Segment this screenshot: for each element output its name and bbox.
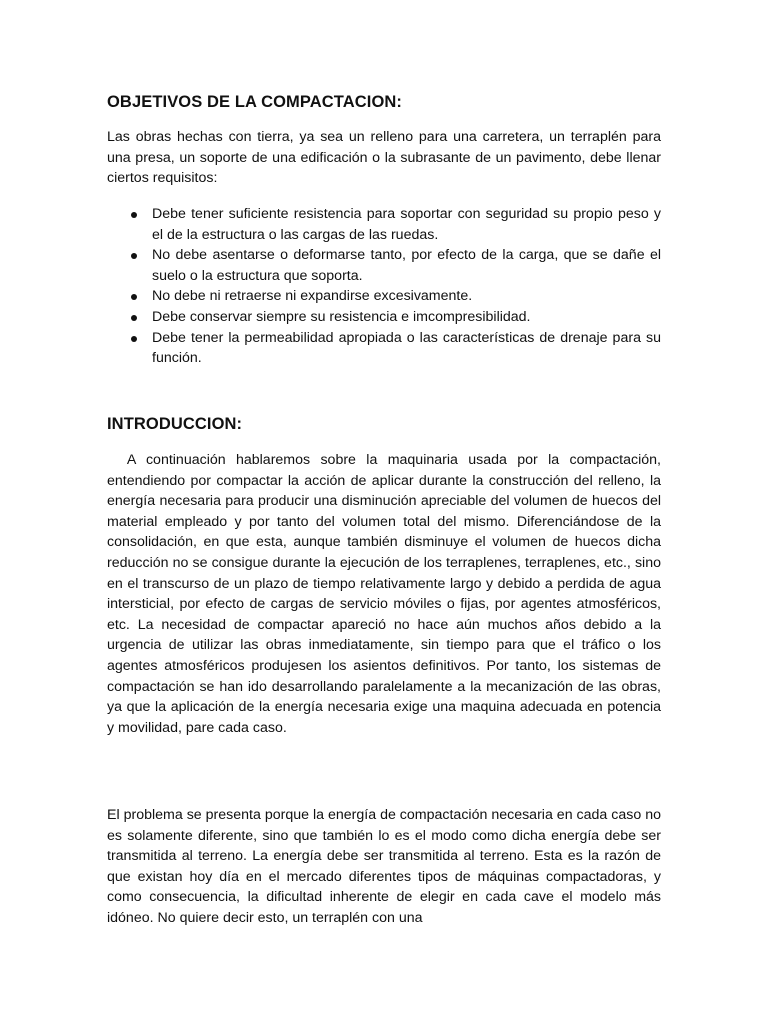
introduccion-paragraph-2: El problema se presenta porque la energía de compactación necesaria en cada caso no es solamente diferente, sino que también lo es el modo como dicha energía debe ser transmitida al terreno. La energía debe ser transmitida al terreno. Esta es la razón de que existan hoy día en el mercado diferentes tipos de máquinas compactadoras, y como consecuencia, la dificultad inherente de elegir en cada cave el modelo más idóneo. No quiere decir esto, un terraplén con una xyxy=(107,807,661,926)
list-item xyxy=(107,307,661,328)
list-item xyxy=(107,328,661,369)
bullet-dot-icon xyxy=(131,212,137,218)
objetivos-intro-paragraph: Las obras hechas con tierra, ya sea un relleno para una carretera, un terraplén para una presa, un soporte de una edificación o la subrasante de un pavimento, debe llenar ciertos requisitos: xyxy=(107,129,661,187)
list-item-text: Debe tener la permeabilidad apropiada o las características de drenaje para su función. xyxy=(152,329,661,367)
list-item xyxy=(107,245,661,286)
list-item-text: Debe conservar siempre su resistencia e imcompresibilidad. xyxy=(152,308,531,325)
list-item-text: No debe asentarse o deformarse tanto, por efecto de la carga, que se dañe el suelo o la estructura que soporta. xyxy=(152,247,661,284)
bullet-dot-icon xyxy=(131,315,137,321)
bullet-dot-icon xyxy=(131,294,137,300)
list-item xyxy=(107,204,661,245)
section-heading-introduccion: INTRODUCCION: xyxy=(107,415,243,433)
introduccion-paragraph-1: A continuación hablaremos sobre la maquinaria usada por la compactación, entendiendo por compactar la acción de aplicar durante la construcción del relleno, la energía necesaria para producir una disminución apreciable del volumen de huecos del material empleado y por tanto del volumen total del mismo. Diferenciándose de la consolidación, en que esta, aunque también disminuye el volumen de huecos dicha reducción no se consigue durante la ejecución de los terraplenes, terraplenes, etc., sino en el transcurso de un plazo de tiempo relativamente largo y debido a perdida de agua intersticial, por efecto de cargas de servicio móviles o fijas, por agentes atmosféricos, etc. La necesidad de compactar apareció no hace aún muchos años debido a la urgencia de utilizar las obras inmediatamente, sin tiempo para que el tráfico o los agentes atmosféricos produjesen los asientos definitivos. Por tanto, los sistemas de compactación se han ido desarrollando paralelamente a la mecanización de las obras, ya que la aplicación de la energía necesaria exige una maquina adecuada en potencia y movilidad, pare cada caso. xyxy=(107,452,661,736)
list-item-text: Debe tener suficiente resistencia para soportar con seguridad su propio peso y el de la estructura o las cargas de las ruedas. xyxy=(152,206,661,243)
section-heading-objetivos: OBJETIVOS DE LA COMPACTACION: xyxy=(107,93,403,111)
bullet-dot-icon xyxy=(131,336,137,342)
list-item xyxy=(107,286,661,307)
bullet-dot-icon xyxy=(131,253,137,259)
list-item-text: No debe ni retraerse ni expandirse excesivamente. xyxy=(152,288,473,305)
requirements-list xyxy=(107,204,661,369)
